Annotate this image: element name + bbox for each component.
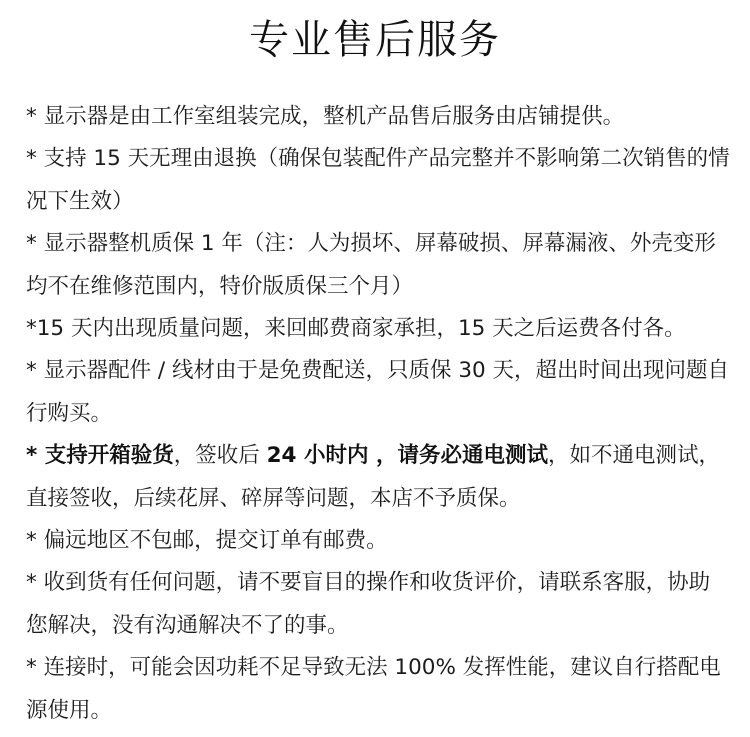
term-contact-support: * 收到货有任何问题，请不要盲目的操作和收货评价，请联系客服，协助您解决，没有沟通解决不了的事。 (26, 570, 711, 638)
term-shipping-cost: *15 天内出现质量问题，来回邮费商家承担，15 天之后运费各付各。 (26, 316, 686, 342)
term-inspection (26, 435, 731, 520)
term-inspection-text-2: ，如不通电测试，直接签收，后续花屏、碎屏等问题，本店不予质保。 (26, 443, 720, 511)
term-remote-areas: * 偏远地区不包邮，提交订单有邮费。 (26, 528, 388, 554)
term-return-policy: * 支持 15 天无理由退换（确保包装配件产品完整并不影响第二次销售的情况下生效） (26, 146, 730, 214)
term-inspection-emphasis-1: * 支持开箱验货 (26, 443, 174, 469)
page-title: 专业售后服务 (249, 17, 501, 63)
term-inspection-text-1: ，签收后 (173, 443, 267, 469)
service-terms-list (26, 96, 731, 732)
term-assembly: * 显示器是由工作室组装完成，整机产品售后服务由店铺提供。 (26, 104, 625, 129)
term-accessories: * 显示器配件 / 线材由于是免费配送，只质保 30 天，超出时间出现问题自行购买。 (26, 358, 730, 426)
term-warranty: * 显示器整机质保 1 年（注：人为损坏、屏幕破损、屏幕漏液、外壳变形均不在维修范围内，特价版质保三个月） (26, 231, 716, 299)
term-power-supply: * 连接时，可能会因功耗不足导致无法 100% 发挥性能，建议自行搭配电源使用。 (26, 655, 721, 723)
term-inspection-emphasis-2: 24 小时内 ，请务必通电测试 (266, 443, 548, 469)
